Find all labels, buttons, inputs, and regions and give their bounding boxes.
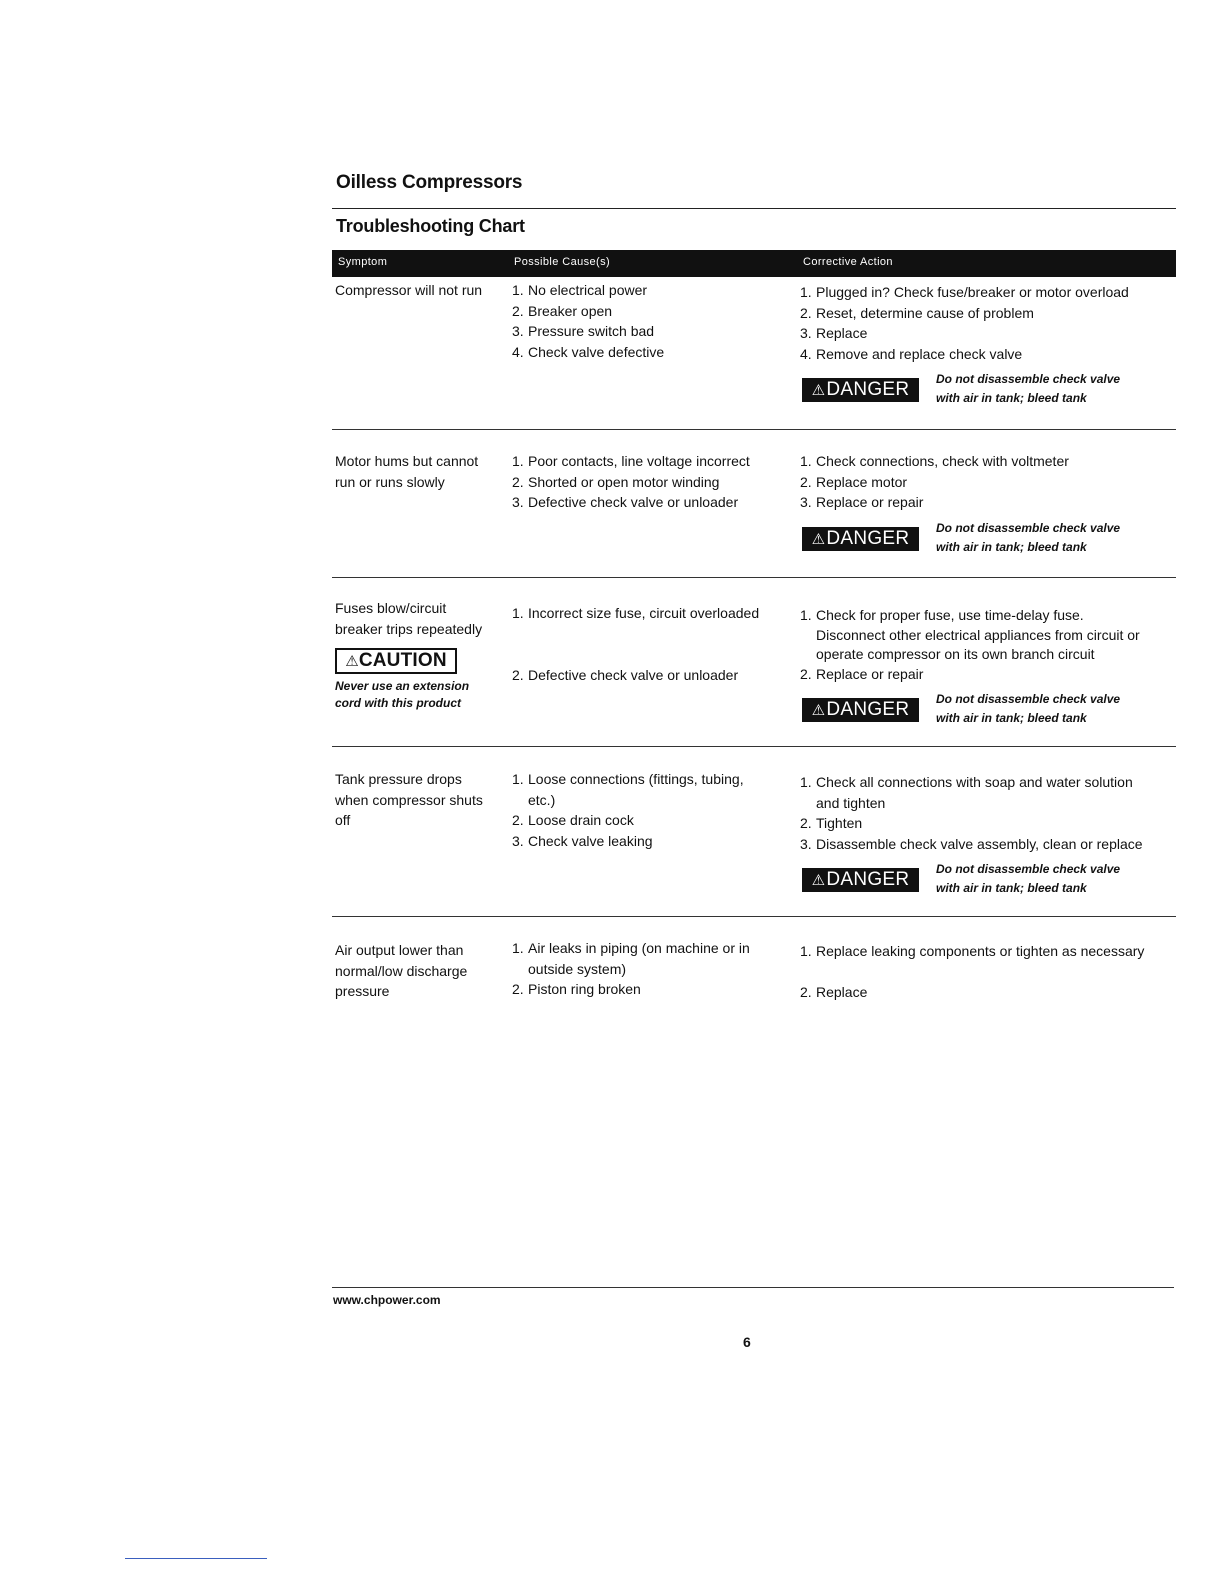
symptom-text: Compressor will not run bbox=[335, 282, 483, 298]
item-number: 3. bbox=[512, 494, 524, 510]
item-text: and tighten bbox=[816, 794, 886, 811]
item-text: Replace or repair bbox=[816, 665, 924, 682]
list-item bbox=[512, 472, 802, 493]
item-number: 1. bbox=[512, 771, 524, 787]
item-text: Plugged in? Check fuse/breaker or motor overload bbox=[816, 284, 1129, 300]
item-number bbox=[800, 645, 816, 665]
item-number: 2. bbox=[512, 666, 524, 683]
danger-label: DANGER bbox=[826, 528, 910, 549]
item-text: Replace motor bbox=[816, 473, 908, 490]
page-title: Oilless Compressors bbox=[336, 172, 523, 193]
danger-message bbox=[936, 690, 1166, 728]
danger-message bbox=[936, 370, 1166, 408]
header-action: Corrective Action bbox=[803, 256, 893, 268]
list-item bbox=[800, 323, 1176, 344]
list-item bbox=[512, 769, 802, 790]
symptom-cell bbox=[335, 769, 500, 831]
danger-text-line: Do not disassemble check valve bbox=[936, 521, 1121, 535]
row-divider bbox=[332, 916, 1176, 917]
item-text: Replace bbox=[816, 984, 868, 1000]
list-item bbox=[512, 451, 802, 472]
item-text: Check connections, check with voltmeter bbox=[816, 453, 1069, 469]
caution-text-line: Never use an extension bbox=[335, 679, 470, 693]
footer-divider bbox=[332, 1287, 1174, 1288]
cause-cell bbox=[512, 603, 802, 685]
cause-cell bbox=[512, 280, 802, 362]
list-item bbox=[512, 301, 802, 322]
table-header bbox=[332, 250, 1176, 277]
danger-badge bbox=[802, 378, 919, 402]
action-cell bbox=[800, 772, 1176, 854]
item-number: 2. bbox=[800, 815, 812, 831]
action-cell bbox=[800, 451, 1176, 513]
danger-text-line: Do not disassemble check valve bbox=[936, 372, 1121, 386]
item-text: Replace leaking components or tighten as necessary bbox=[816, 943, 1145, 959]
list-item bbox=[800, 962, 1176, 983]
danger-warning bbox=[802, 370, 1172, 410]
danger-text-line: with air in tank; bleed tank bbox=[936, 391, 1087, 405]
list-item bbox=[800, 606, 1176, 626]
list-item bbox=[800, 626, 1176, 646]
action-cell bbox=[800, 282, 1176, 364]
danger-text-line: with air in tank; bleed tank bbox=[936, 881, 1087, 895]
item-text bbox=[816, 962, 1176, 983]
danger-warning bbox=[802, 690, 1172, 730]
danger-badge bbox=[802, 868, 919, 892]
list-item bbox=[800, 472, 1176, 493]
item-text: Loose connections (fittings, tubing, bbox=[528, 771, 744, 787]
item-text: Piston ring broken bbox=[528, 981, 641, 997]
list-item bbox=[800, 834, 1176, 855]
symptom-text: Air output lower than bbox=[335, 942, 464, 958]
list-item bbox=[512, 603, 802, 624]
list-item bbox=[512, 492, 802, 513]
danger-warning bbox=[802, 860, 1172, 900]
item-text: Poor contacts, line voltage incorrect bbox=[528, 453, 750, 469]
caution-message bbox=[335, 678, 505, 712]
item-number: 3. bbox=[800, 494, 812, 510]
item-number: 3. bbox=[800, 835, 812, 852]
danger-badge bbox=[802, 698, 919, 722]
cause-cell bbox=[512, 451, 802, 513]
item-number bbox=[800, 962, 816, 983]
item-number: 1. bbox=[512, 605, 524, 621]
item-number bbox=[800, 626, 816, 646]
item-text: Air leaks in piping (on machine or in bbox=[528, 940, 750, 956]
list-item bbox=[512, 938, 802, 959]
item-number: 1. bbox=[512, 453, 524, 469]
danger-text-line: Do not disassemble check valve bbox=[936, 862, 1121, 876]
list-item bbox=[800, 282, 1176, 303]
warning-triangle-icon: ⚠ bbox=[811, 702, 826, 719]
list-item bbox=[512, 321, 802, 342]
symptom-text: run or runs slowly bbox=[335, 473, 445, 490]
scan-edge-line bbox=[125, 1558, 267, 1559]
list-item bbox=[800, 772, 1176, 793]
list-item bbox=[512, 979, 802, 1000]
warning-triangle-icon: ⚠ bbox=[811, 382, 826, 399]
item-text: Remove and replace check valve bbox=[816, 345, 1023, 362]
item-text: Shorted or open motor winding bbox=[528, 473, 720, 490]
warning-triangle-icon: ⚠ bbox=[811, 872, 826, 889]
row-divider bbox=[332, 746, 1176, 747]
symptom-text: Fuses blow/circuit bbox=[335, 600, 447, 616]
item-text: Pressure switch bad bbox=[528, 323, 655, 339]
danger-badge bbox=[802, 527, 919, 551]
row-divider bbox=[332, 577, 1176, 578]
item-number: 1. bbox=[800, 943, 812, 959]
list-item bbox=[512, 280, 802, 301]
header-symptom: Symptom bbox=[338, 256, 388, 268]
item-number: 2. bbox=[800, 665, 812, 682]
danger-message bbox=[936, 860, 1166, 898]
item-text: Replace or repair bbox=[816, 494, 924, 510]
row-divider bbox=[332, 429, 1176, 430]
list-item bbox=[800, 451, 1176, 472]
list-item bbox=[512, 790, 802, 811]
list-item bbox=[800, 941, 1176, 962]
item-text: Disconnect other electrical appliances from circuit or bbox=[816, 626, 1140, 643]
item-text: Breaker open bbox=[528, 302, 613, 319]
danger-label: DANGER bbox=[826, 869, 910, 890]
item-text: Incorrect size fuse, circuit overloaded bbox=[528, 605, 760, 621]
danger-text-line: with air in tank; bleed tank bbox=[936, 540, 1087, 554]
symptom-text: pressure bbox=[335, 983, 390, 999]
danger-text-line: with air in tank; bleed tank bbox=[936, 711, 1087, 725]
item-text: Check valve leaking bbox=[528, 832, 653, 849]
list-item bbox=[512, 810, 802, 831]
item-text: Check all connections with soap and water solution bbox=[816, 774, 1133, 790]
item-text: Defective check valve or unloader bbox=[528, 494, 739, 510]
list-item bbox=[800, 645, 1176, 665]
item-text: Replace bbox=[816, 325, 868, 341]
list-item bbox=[800, 793, 1176, 814]
item-number: 4. bbox=[800, 345, 812, 362]
item-text: Defective check valve or unloader bbox=[528, 666, 739, 683]
danger-label: DANGER bbox=[826, 379, 910, 400]
item-text: etc.) bbox=[528, 791, 556, 808]
symptom-text: Motor hums but cannot bbox=[335, 453, 479, 469]
cause-cell bbox=[512, 769, 802, 851]
list-item bbox=[512, 959, 802, 980]
symptom-text: when compressor shuts bbox=[335, 791, 483, 808]
list-item bbox=[800, 344, 1176, 365]
action-cell bbox=[800, 606, 1176, 684]
symptom-text: off bbox=[335, 812, 351, 828]
caution-label: CAUTION bbox=[358, 650, 447, 671]
list-item bbox=[512, 665, 802, 686]
symptom-cell bbox=[335, 940, 500, 1002]
title-divider bbox=[332, 208, 1176, 209]
list-item bbox=[800, 492, 1176, 513]
item-number: 2. bbox=[800, 473, 812, 490]
list-item bbox=[800, 982, 1176, 1003]
item-number: 1. bbox=[800, 284, 812, 300]
list-item bbox=[800, 813, 1176, 834]
caution-badge bbox=[335, 648, 457, 674]
item-number: 2. bbox=[512, 302, 524, 319]
page-number: 6 bbox=[743, 1334, 751, 1350]
list-item bbox=[800, 665, 1176, 685]
symptom-cell bbox=[335, 451, 500, 492]
list-item bbox=[512, 831, 802, 852]
list-item bbox=[800, 303, 1176, 324]
item-number: 2. bbox=[512, 981, 524, 997]
item-text: operate compressor on its own branch circuit bbox=[816, 646, 1095, 662]
item-number: 1. bbox=[512, 940, 524, 956]
danger-warning bbox=[802, 519, 1172, 559]
item-number: 4. bbox=[512, 343, 524, 360]
item-text: No electrical power bbox=[528, 282, 648, 298]
item-number: 2. bbox=[800, 984, 812, 1000]
item-text: outside system) bbox=[528, 960, 627, 977]
item-number: 2. bbox=[512, 473, 524, 490]
item-number: 3. bbox=[512, 832, 524, 849]
symptom-text: breaker trips repeatedly bbox=[335, 620, 483, 637]
caution-text-line: cord with this product bbox=[335, 696, 461, 710]
cause-cell bbox=[512, 938, 802, 1000]
item-number: 3. bbox=[512, 323, 524, 339]
warning-triangle-icon: ⚠ bbox=[811, 531, 826, 548]
list-item bbox=[512, 342, 802, 363]
warning-triangle-icon: ⚠ bbox=[345, 653, 359, 670]
danger-message bbox=[936, 519, 1166, 557]
item-text: Check valve defective bbox=[528, 343, 665, 360]
item-text: Loose drain cock bbox=[528, 812, 634, 828]
header-cause: Possible Cause(s) bbox=[514, 256, 611, 268]
symptom-text: Tank pressure drops bbox=[335, 771, 462, 787]
item-number bbox=[512, 959, 528, 980]
item-text: Check for proper fuse, use time-delay fuse. bbox=[816, 607, 1084, 623]
item-number: 1. bbox=[800, 607, 812, 623]
item-text: Reset, determine cause of problem bbox=[816, 304, 1034, 321]
item-number: 2. bbox=[800, 304, 812, 321]
symptom-cell bbox=[335, 280, 500, 301]
item-number: 2. bbox=[512, 812, 524, 828]
item-text: Tighten bbox=[816, 815, 863, 831]
footer-url: www.chpower.com bbox=[333, 1293, 441, 1307]
symptom-cell bbox=[335, 598, 500, 639]
item-number bbox=[800, 793, 816, 814]
item-number: 1. bbox=[800, 453, 812, 469]
danger-text-line: Do not disassemble check valve bbox=[936, 692, 1121, 706]
item-number: 1. bbox=[512, 282, 524, 298]
symptom-text: normal/low discharge bbox=[335, 962, 468, 979]
action-cell bbox=[800, 941, 1176, 1003]
chart-title: Troubleshooting Chart bbox=[336, 216, 525, 236]
danger-label: DANGER bbox=[826, 699, 910, 720]
item-text: Disassemble check valve assembly, clean or replace bbox=[816, 835, 1143, 852]
item-number: 1. bbox=[800, 774, 812, 790]
item-number: 3. bbox=[800, 325, 812, 341]
item-number bbox=[512, 790, 528, 811]
